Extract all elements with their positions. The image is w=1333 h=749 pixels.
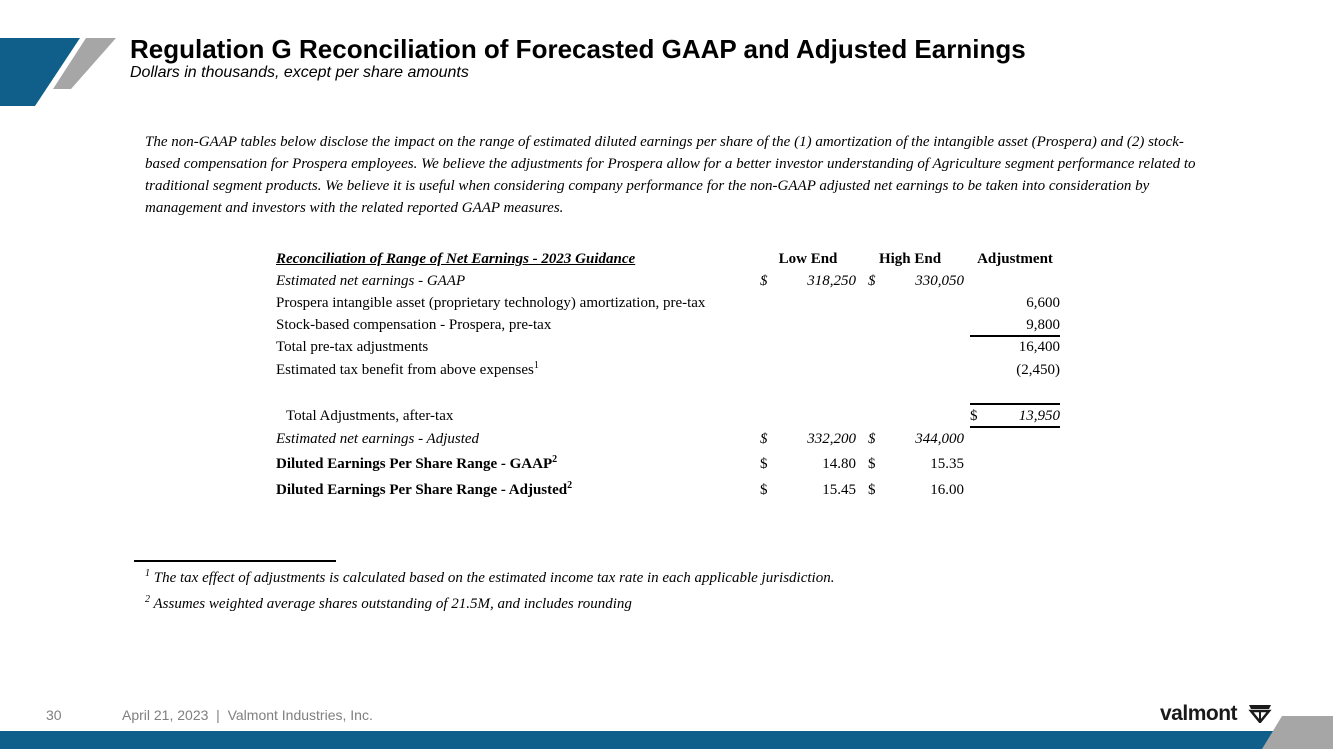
- adjustment-value: 9,800: [1026, 317, 1060, 333]
- col-header-adjustment: Adjustment: [977, 251, 1053, 267]
- footnote-ref: 2: [552, 454, 558, 465]
- table-row: [276, 479, 1066, 501]
- row-label: Total pre-tax adjustments: [276, 339, 429, 355]
- adjustment-cell: [970, 359, 1060, 381]
- high-end-cell: [868, 428, 964, 450]
- table-row: [276, 314, 1066, 336]
- currency-symbol: $: [970, 408, 978, 424]
- footnote-1: $^1$ The tax effect of adjustments is calculated based on the estimated income tax rate in each applicable jurisdiction.: [145, 568, 835, 586]
- row-label: Stock-based compensation - Prospera, pre-tax: [276, 317, 552, 333]
- footer-stripe-cut: [1262, 731, 1333, 749]
- currency-symbol: $: [760, 482, 768, 498]
- page-number: 30: [46, 707, 62, 723]
- table-row: [276, 428, 1066, 450]
- adjustment-cell: [970, 336, 1060, 358]
- table-row: [276, 292, 1066, 314]
- table-title: Reconciliation of Range of Net Earnings - 2023 Guidance: [276, 251, 636, 267]
- adjustment-value: (2,450): [1016, 362, 1060, 378]
- footnote-ref: 1: [533, 360, 539, 371]
- row-label: Prospera intangible asset (proprietary technology) amortization, pre-tax: [276, 295, 706, 311]
- table-row: [276, 405, 1066, 427]
- low-end-value: 14.80: [822, 456, 856, 472]
- currency-symbol: $: [868, 431, 876, 447]
- table-row: [276, 270, 1066, 292]
- adjustment-cell: [970, 405, 1060, 427]
- row-label: Total Adjustments, after-tax: [286, 408, 454, 424]
- high-end-cell: [868, 479, 964, 501]
- high-end-value: 330,050: [915, 273, 964, 289]
- footer-bar: [0, 731, 1333, 749]
- currency-symbol: $: [868, 482, 876, 498]
- table-header-row: [276, 248, 1066, 270]
- high-end-value: 16.00: [930, 482, 964, 498]
- high-end-cell: [868, 453, 964, 475]
- low-end-value: 15.45: [822, 482, 856, 498]
- row-label: Estimated tax benefit from above expenses$^1$: [276, 360, 539, 378]
- row-label: Diluted Earnings Per Share Range - Adjusted$^2$: [276, 480, 573, 498]
- row-label: Estimated net earnings - Adjusted: [276, 431, 480, 447]
- currency-symbol: $: [868, 456, 876, 472]
- currency-symbol: $: [760, 273, 768, 289]
- footnote-2: $^2$ Assumes weighted average shares outstanding of 21.5M, and includes rounding: [145, 594, 632, 612]
- row-label: Estimated net earnings - GAAP: [276, 273, 466, 289]
- adjustment-value: 6,600: [1026, 295, 1060, 311]
- high-end-cell: [868, 270, 964, 292]
- intro-paragraph: The non-GAAP tables below disclose the impact on the range of estimated diluted earnings per share of the (1) amortization of the intangible asset (Prospera) and (2) stock-based compensation for Prospera employees. We believe the adjustments for Prospera allow for a better investor understanding of Agriculture segment performance related to traditional segment products. We believe it is useful when considering company performance for the non-GAAP adjusted net earnings to be taken into consideration by management and investors with the related reported GAAP measures.: [145, 134, 1196, 216]
- footnote-ref: 2: [567, 480, 573, 491]
- low-end-cell: [760, 428, 856, 450]
- footnote-divider: [134, 560, 336, 562]
- low-end-cell: [760, 453, 856, 475]
- currency-symbol: $: [868, 273, 876, 289]
- col-header-low: Low End: [778, 251, 838, 267]
- high-end-value: 344,000: [915, 431, 964, 447]
- valmont-logo: valmont: [1160, 702, 1238, 725]
- high-end-value: 15.35: [930, 456, 964, 472]
- low-end-cell: [760, 479, 856, 501]
- adjustment-value: 16,400: [1018, 339, 1060, 355]
- page-subtitle: Dollars in thousands, except per share amounts: [130, 64, 469, 81]
- currency-symbol: $: [760, 431, 768, 447]
- currency-symbol: $: [760, 456, 768, 472]
- col-header-high: High End: [878, 251, 942, 267]
- table-row: [276, 453, 1066, 475]
- header-stripe-decoration: [0, 0, 120, 110]
- row-label: Diluted Earnings Per Share Range - GAAP$^2$: [276, 454, 558, 472]
- adjustment-cell: [970, 314, 1060, 336]
- table-row: [276, 359, 1066, 381]
- table-row: [276, 336, 1066, 358]
- low-end-value: 318,250: [807, 273, 856, 289]
- adjustment-cell: [970, 292, 1060, 314]
- low-end-value: 332,200: [807, 431, 856, 447]
- header: [130, 34, 1026, 82]
- adjustment-value: 13,950: [1018, 408, 1060, 424]
- page-title: Regulation G Reconciliation of Forecasted GAAP and Adjusted Earnings: [130, 34, 1026, 64]
- low-end-cell: [760, 270, 856, 292]
- footer-date-company: April 21, 2023 | Valmont Industries, Inc.: [122, 707, 373, 723]
